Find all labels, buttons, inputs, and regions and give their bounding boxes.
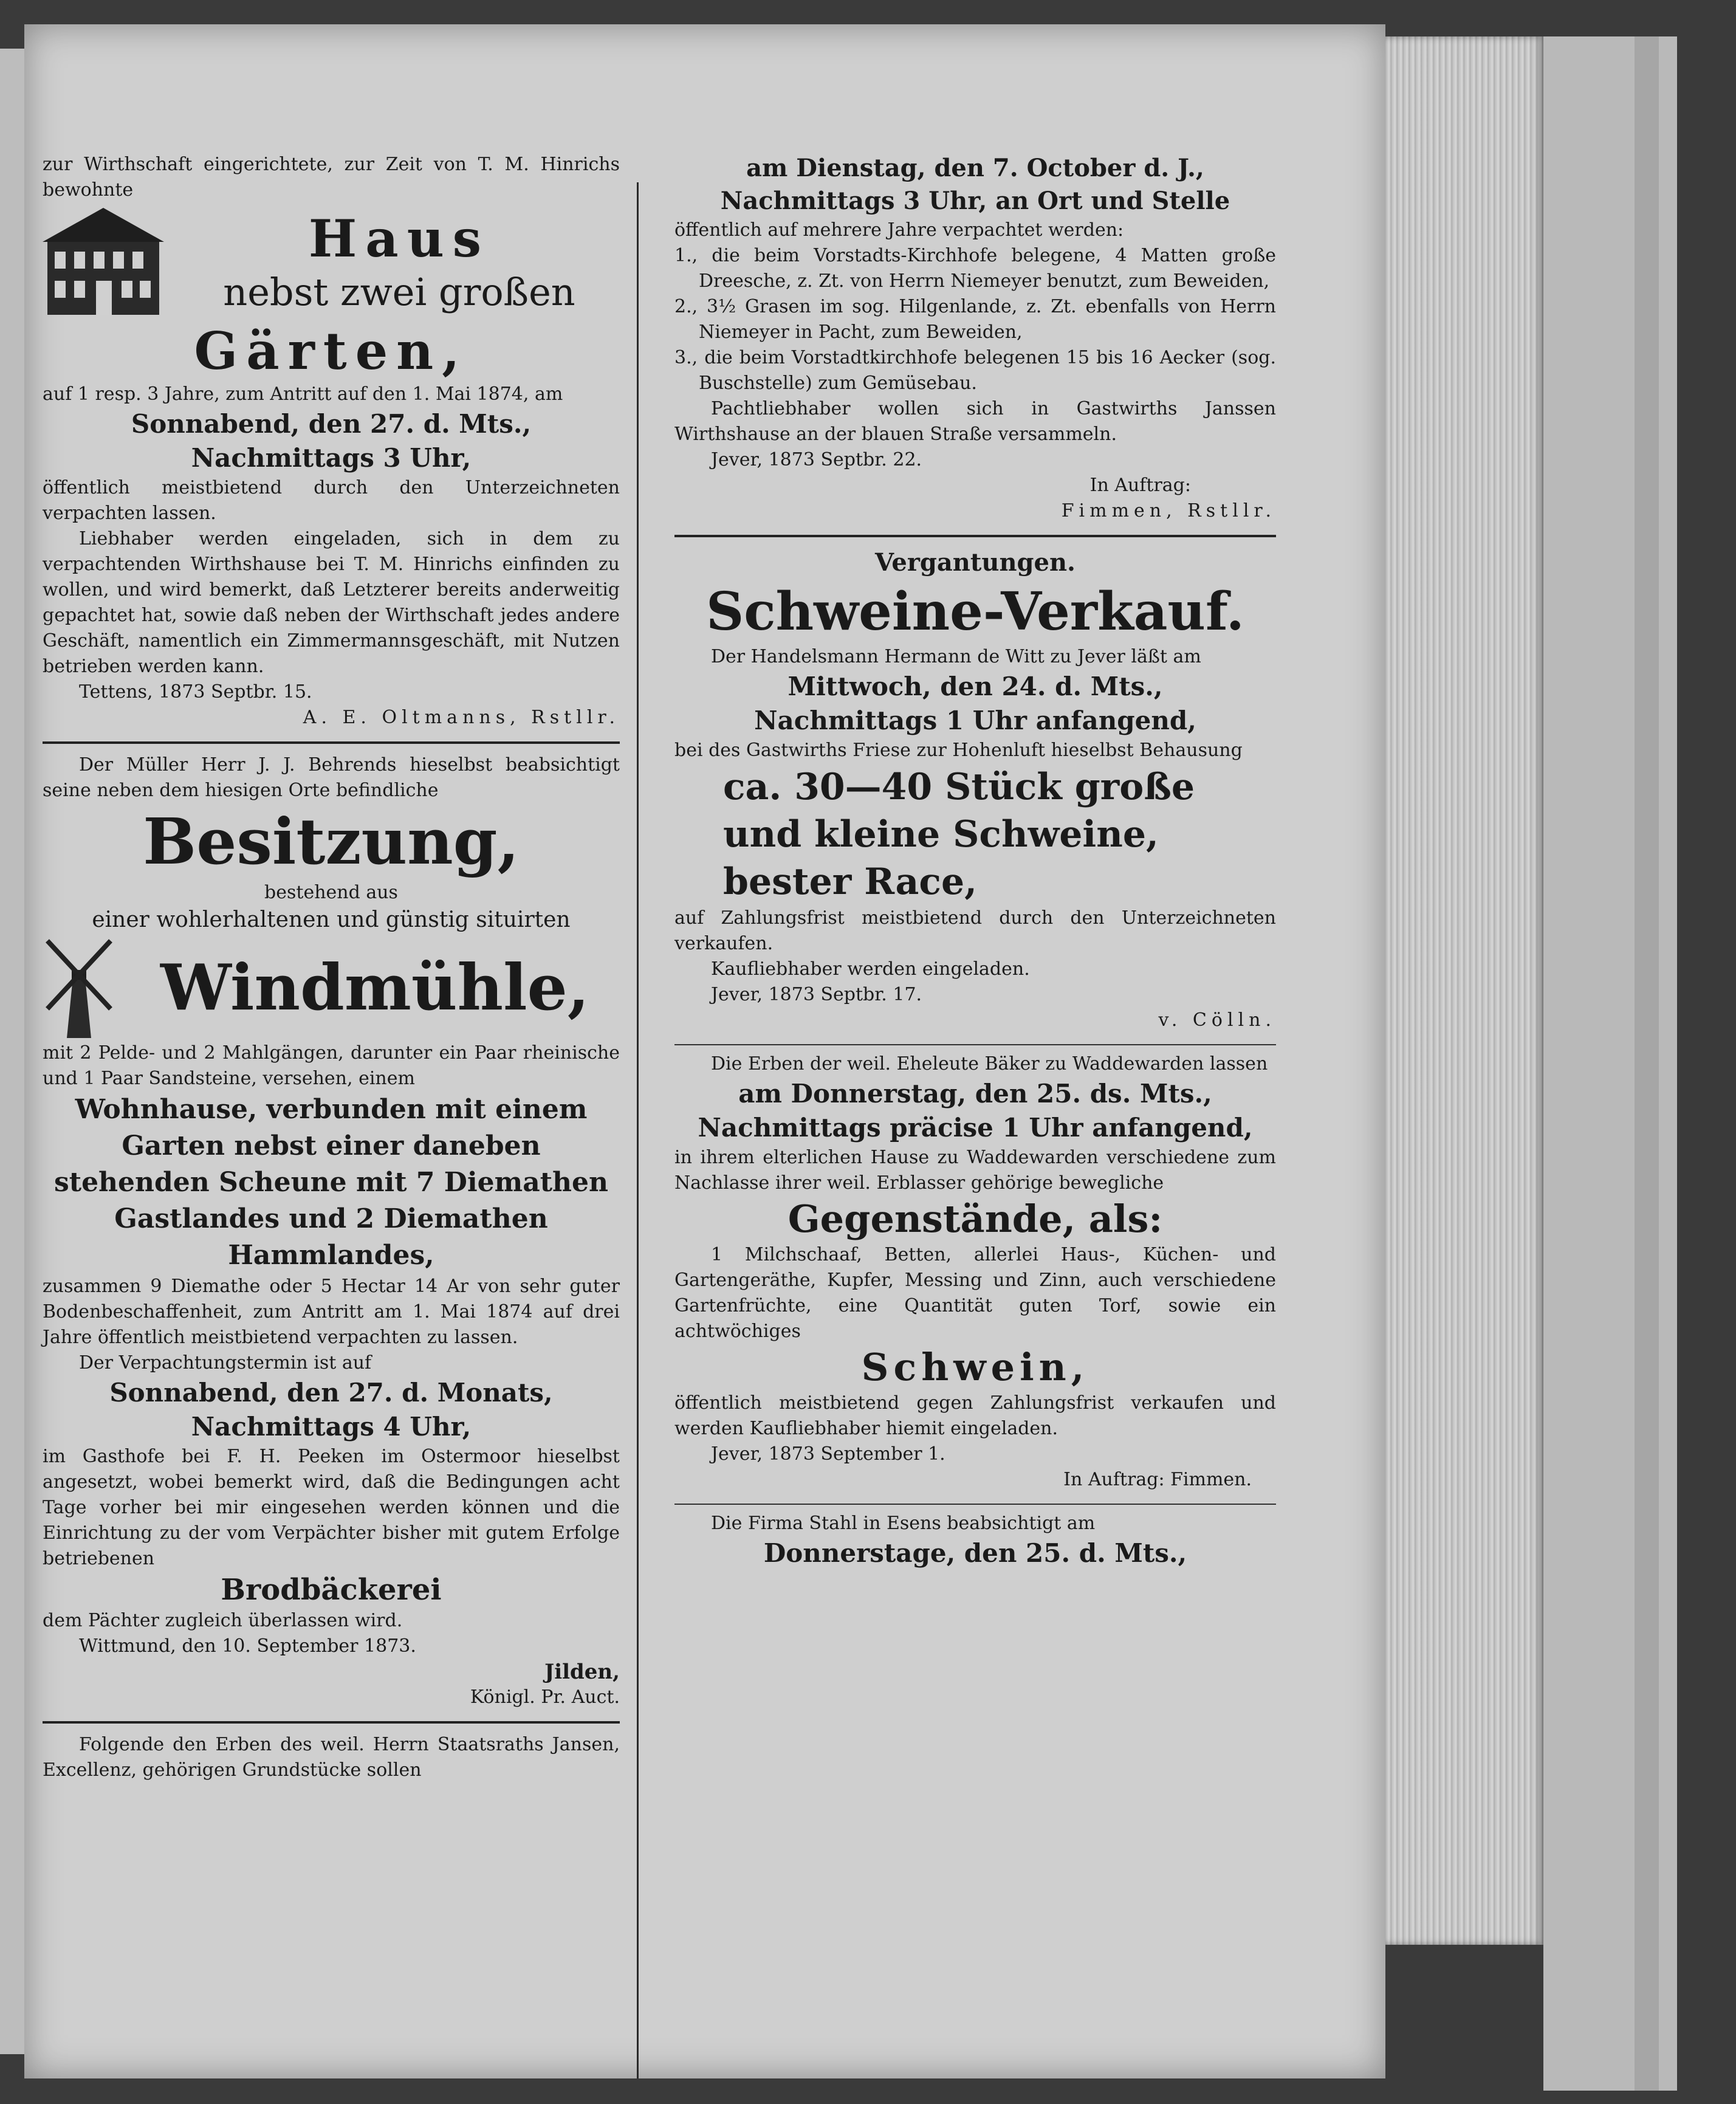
haus-title: Haus: [308, 208, 490, 269]
baeker-body1: in ihrem elterlichen Hause zu Waddewarden verschiedene zum Nachlasse ihrer weil. Erblasser gehörige bewegliche: [674, 1147, 1276, 1194]
ad-schweine-verkauf: [674, 546, 1276, 1033]
schweine-signature: v. Cölln.: [1158, 1009, 1276, 1031]
brodbaeckerei-title: Brodbäckerei: [221, 1573, 442, 1607]
haus-terms: auf 1 resp. 3 Jahre, zum Antritt auf den 1. Mai 1874, am: [43, 383, 563, 405]
besitzung-body1: mit 2 Pelde- und 2 Mahlgängen, darunter ein Paar rheinische und 1 Paar Sandsteine, versehen, einem: [43, 1042, 620, 1089]
ad-besitzung: [43, 752, 620, 1710]
baeker-date: am Donnerstag, den 25. ds. Mts.,: [738, 1079, 1212, 1109]
verpachtung-place-date: Jever, 1873 Septbr. 22.: [711, 449, 922, 470]
ad-staatsrath: [43, 1732, 620, 1783]
schweine-invite: Kaufliebhaber werden eingeladen.: [711, 958, 1030, 980]
separator: [674, 1504, 1276, 1505]
haus-time: Nachmittags 3 Uhr,: [191, 443, 472, 473]
schweine-time: Nachmittags 1 Uhr anfangend,: [754, 706, 1196, 735]
verpachtung-intro: öffentlich auf mehrere Jahre verpachtet werden:: [674, 219, 1124, 241]
verpachtung-item-3: 3., die beim Vorstadtkirchhofe belegenen 15 bis 16 Aecker (sog. Buschstelle) zum Gemüsebau.: [674, 347, 1276, 394]
besitzung-body2: zusammen 9 Diemathe oder 5 Hectar 14 Ar von sehr guter Bodenbeschaffenheit, zum Antritt am 1. Mai 1874 auf drei Jahre öffentlich meistbietend verpachten zu lassen.: [43, 1276, 620, 1348]
baeker-body3: öffentlich meistbietend gegen Zahlungsfrist verkaufen und werden Kaufliebhaber hiemit eingeladen.: [674, 1392, 1276, 1439]
verpachtung-signature: Fimmen, Rstllr.: [1061, 500, 1276, 521]
house-icon: [43, 203, 164, 321]
verpachtung-item-1: 1., die beim Vorstadts-Kirchhofe belegene, 4 Matten große Dreesche, z. Zt. von Herrn Niemeyer benutzt, zum Beweiden,: [674, 245, 1276, 292]
schweine-place: bei des Gastwirths Friese zur Hohenluft hieselbst Behausung: [674, 740, 1243, 761]
schweine-intro: Der Handelsmann Hermann de Witt zu Jever läßt am: [711, 646, 1201, 667]
staatsrath-body: Folgende den Erben des weil. Herrn Staatsraths Jansen, Excellenz, gehörigen Grundstücke sollen: [43, 1734, 620, 1781]
besitzung-signature-title: Königl. Pr. Auct.: [470, 1686, 620, 1708]
haus-intro: zur Wirthschaft eingerichtete, zur Zeit von T. M. Hinrichs bewohnte: [43, 154, 620, 201]
vergantungen-heading: Vergantungen.: [875, 548, 1076, 577]
besitzung-consisting: bestehend aus: [264, 882, 398, 903]
besitzung-title: Besitzung,: [143, 804, 520, 879]
baeker-signature: In Auftrag: Fimmen.: [1063, 1469, 1252, 1490]
verpachtung-auftrag: In Auftrag:: [1089, 475, 1191, 496]
right-column: [674, 152, 1276, 1581]
gegenstaende-title: Gegenstände, als:: [787, 1197, 1163, 1241]
stahl-intro: Die Firma Stahl in Esens beabsichtigt am: [711, 1513, 1096, 1534]
haus-date: Sonnabend, den 27. d. Mts.,: [131, 409, 532, 439]
besitzung-signature: Jilden,: [544, 1660, 620, 1684]
baeker-intro: Die Erben der weil. Eheleute Bäker zu Waddewarden lassen: [711, 1053, 1268, 1074]
ad-baeker: [674, 1051, 1276, 1493]
left-column: [43, 152, 620, 1794]
besitzung-line2: einer wohlerhaltenen und günstig situirten: [92, 907, 571, 932]
ad-haus: [43, 152, 620, 731]
schweine-goods: ca. 30—40 Stück große und kleine Schweine, bester Race,: [723, 766, 1195, 903]
baeker-body2: 1 Milchschaaf, Betten, allerlei Haus-, Küchen- und Gartengeräthe, Kupfer, Messing und Zinn, auch verschiedene Gartenfrüchte, eine Quantität guten Torf, sowie ein achtwöchiges: [674, 1244, 1276, 1342]
ad-verpachtung: [674, 152, 1276, 524]
facing-page-edge: [0, 49, 24, 2054]
besitzung-intro: Der Müller Herr J. J. Behrends hieselbst beabsichtigt seine neben dem hiesigen Orte befindliche: [43, 754, 620, 801]
besitzung-body4: dem Pächter zugleich überlassen wird.: [43, 1610, 403, 1631]
stahl-date: Donnerstage, den 25. d. Mts.,: [763, 1538, 1187, 1568]
besitzung-bold1: Wohnhause, verbunden mit einem Garten nebst einer daneben stehenden Scheune mit 7 Diemathen Gastlandes und 2 Diemathen Hammlandes,: [53, 1094, 609, 1271]
verpachtung-body: Pachtliebhaber wollen sich in Gastwirths Janssen Wirthshause an der blauen Straße versammeln.: [674, 398, 1276, 445]
baeker-time: Nachmittags präcise 1 Uhr anfangend,: [698, 1113, 1253, 1143]
column-divider: [637, 182, 639, 2078]
book-cover-edge: [1635, 36, 1659, 2091]
haus-body1: öffentlich meistbietend durch den Unterzeichneten verpachten lassen.: [43, 477, 620, 524]
besitzung-time: Nachmittags 4 Uhr,: [191, 1412, 472, 1442]
haus-title-row: [43, 203, 620, 321]
haus-title2: Gärten,: [194, 321, 468, 381]
besitzung-termin: Der Verpachtungstermin ist auf: [79, 1352, 372, 1373]
separator: [43, 1721, 620, 1724]
windmill-icon: [43, 935, 115, 1040]
baeker-place-date: Jever, 1873 September 1.: [711, 1443, 945, 1465]
schweine-body: auf Zahlungsfrist meistbietend durch den Unterzeichneten verkaufen.: [674, 907, 1276, 954]
haus-place-date: Tettens, 1873 Septbr. 15.: [79, 681, 312, 703]
separator: [43, 741, 620, 744]
windmuehle-title: Windmühle,: [160, 950, 589, 1025]
separator: [674, 1044, 1276, 1045]
haus-subtitle: nebst zwei großen: [223, 270, 575, 314]
separator: [674, 535, 1276, 537]
schweine-verkauf-title: Schweine-Verkauf.: [706, 581, 1244, 642]
haus-body2: Liebhaber werden eingeladen, sich in dem zu verpachtenden Wirthshause bei T. M. Hinrichs einfinden zu wollen, und wird bemerkt, daß Letzterer bereits anderweitig gepachtet hat, sowie daß neben der Wirthschaft jedes andere Geschäft, namentlich ein Zimmermannsgeschäft, mit Nutzen betrieben werden kann.: [43, 528, 620, 677]
besitzung-body3: im Gasthofe bei F. H. Peeken im Ostermoor hieselbst angesetzt, wobei bemerkt wird, daß die Bedingungen acht Tage vorher bei mir eingesehen werden können und die Einrichtung zu der vom Verpächter bisher mit gutem Erfolge betriebenen: [43, 1446, 620, 1569]
haus-title-block: [179, 208, 620, 315]
verpachtung-date: am Dienstag, den 7. October d. J., Nachmittags 3 Uhr, an Ort und Stelle: [720, 154, 1230, 215]
windmill-title-row: [43, 935, 620, 1040]
schwein-title: Schwein,: [861, 1345, 1089, 1389]
schweine-date: Mittwoch, den 24. d. Mts.,: [787, 672, 1163, 701]
ad-stahl: [674, 1511, 1276, 1570]
schweine-place-date: Jever, 1873 Septbr. 17.: [711, 984, 922, 1005]
besitzung-place-date: Wittmund, den 10. September 1873.: [79, 1635, 416, 1657]
verpachtung-item-2: 2., 3½ Grasen im sog. Hilgenlande, z. Zt. ebenfalls von Herrn Niemeyer in Pacht, zum Beweiden,: [674, 296, 1276, 343]
besitzung-date: Sonnabend, den 27. d. Monats,: [109, 1378, 553, 1408]
haus-signature: A. E. Oltmanns, Rstllr.: [303, 707, 620, 728]
book-page-edges: [1385, 36, 1543, 1945]
